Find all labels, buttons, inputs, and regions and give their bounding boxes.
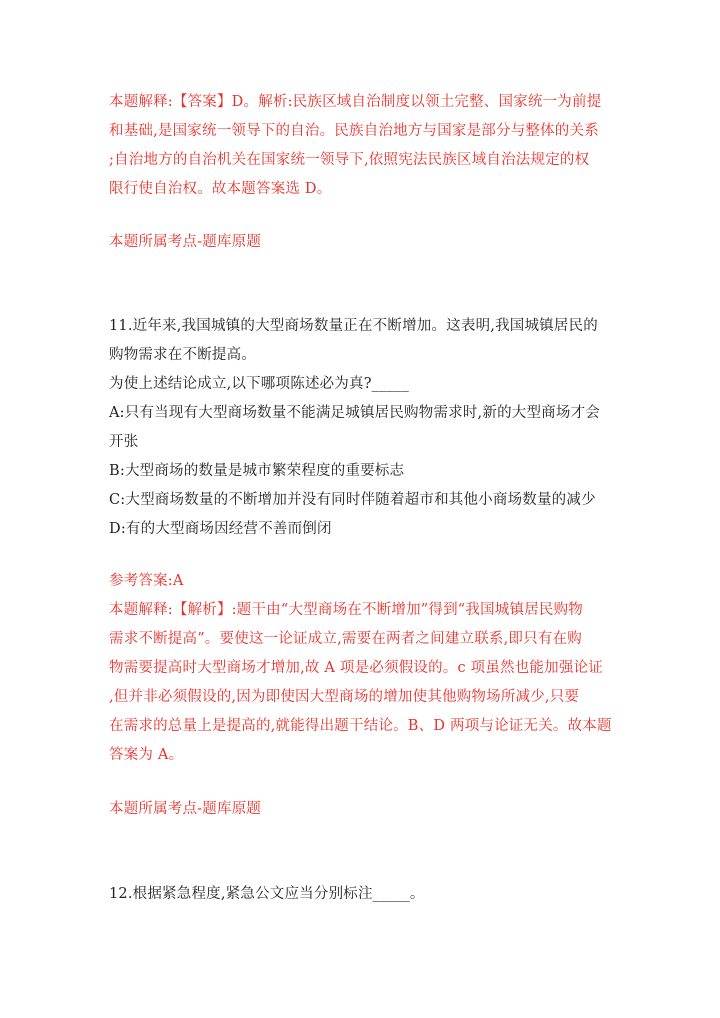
reference-answer: 参考答案:A <box>109 573 184 589</box>
q12-stem <box>109 880 615 909</box>
stem-line: 为使上述结论成立,以下哪项陈述必为真?_____ <box>109 376 409 392</box>
q11-stem <box>109 312 615 544</box>
explanation-line: ;自治地方的自治机关在国家统一领导下,依照宪法民族区域自治法规定的权 <box>109 152 590 168</box>
q10-source <box>109 228 615 257</box>
option-a: 开张 <box>109 434 139 450</box>
explanation-line: 在需求的总量上是提高的,就能得出题干结论。B、D 两项与论证无关。故本题 <box>109 718 612 734</box>
stem-line: 购物需求在不断提高。 <box>109 347 256 363</box>
source-label: 本题所属考点-题库原题 <box>109 234 262 250</box>
q11-source <box>109 795 615 824</box>
source-label: 本题所属考点-题库原题 <box>109 801 262 817</box>
explanation-line: 本题解释:【答案】D。解析:民族区域自治制度以领土完整、国家统一为前提 <box>109 94 602 110</box>
option-d: D:有的大型商场因经营不善而倒闭 <box>109 521 332 537</box>
stem-line: 12.根据紧急程度,紧急公文应当分别标注_____。 <box>109 886 425 902</box>
explanation-line: 物需要提高时大型商场才增加,故 A 项是必须假设的。c 项虽然也能加强论证 <box>109 660 603 676</box>
q10-explanation <box>109 88 615 204</box>
option-a: A:只有当现有大型商场数量不能满足城镇居民购物需求时,新的大型商场才会 <box>109 405 600 421</box>
stem-line: 11.近年来,我国城镇的大型商场数量正在不断增加。这表明,我国城镇居民的 <box>109 318 598 334</box>
option-c: C:大型商场数量的不断增加并没有同时伴随着超市和其他小商场数量的减少 <box>109 492 596 508</box>
explanation-line: 答案为 A。 <box>109 747 184 763</box>
explanation-line: 本题解释:【解析】:题干由“大型商场在不断增加”得到“我国城镇居民购物 <box>109 602 584 618</box>
explanation-line: 限行使自治权。故本题答案选 D。 <box>109 181 332 197</box>
q11-answer-block <box>109 567 615 770</box>
explanation-line: ,但并非必须假设的,因为即使因大型商场的增加使其他购物场所减少,只要 <box>109 689 580 705</box>
explanation-line: 和基础,是国家统一领导下的自治。民族自治地方与国家是部分与整体的关系 <box>109 123 599 139</box>
option-b: B:大型商场的数量是城市繁荣程度的重要标志 <box>109 463 405 479</box>
explanation-line: 需求不断提高”。要使这一论证成立,需要在两者之间建立联系,即只有在购 <box>109 631 582 647</box>
